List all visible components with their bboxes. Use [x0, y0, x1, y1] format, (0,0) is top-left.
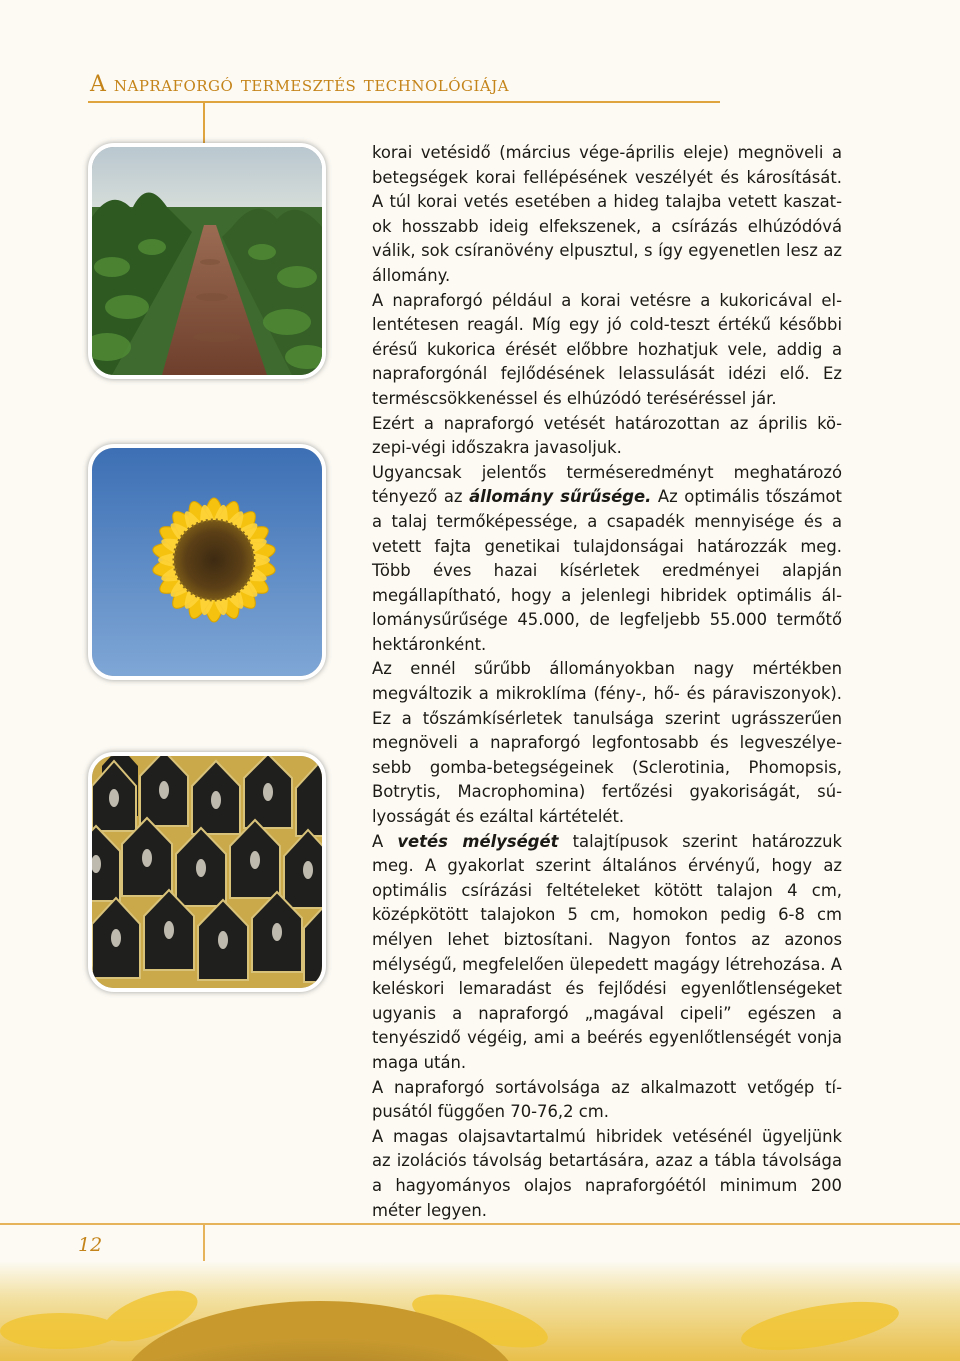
paragraph [372, 830, 842, 1076]
text-segment: A napraforgó például a korai vetésre a kukoricával ellentétesen reagál. Míg egy jó cold-teszt értékű későbbi érésű kukorica érését előbbre hozhatjuk vele, addig a napraforgónál fejlődésének lelassulását idézi elő. Ez terméscsökkenéssel és elhúzódó teréséréssel jár. [372, 290, 842, 408]
sunflower-seeds-photo [88, 752, 326, 992]
text-segment: korai vetésidő (március vége-április eleje) megnöveli a betegségek korai fellépésének veszélyét és károsítását. A túl korai vetés esetében a hideg talajba vetett kaszatok hosszabb ideig elfekszenek, a csírázás elhúzódóvá válik, sok csíranövény elpusztul, s így egyenetlen lesz az állomány. [372, 143, 842, 285]
body-text [372, 141, 842, 1223]
emphasized-term: vetés mélységét [397, 831, 559, 851]
emphasized-term: állomány sűrűsége. [469, 487, 652, 507]
paragraph [372, 289, 842, 412]
chapter-title: A napraforgó termesztés technológiája [90, 72, 510, 97]
sunflower-seeds-image [92, 756, 322, 988]
header-vertical-rule [203, 101, 205, 143]
sunflower-head-footer-image [0, 1261, 960, 1361]
text-segment: A magas olajsavtartalmú hibridek vetésénél ügyeljünk az izolációs távolság betartására, azaz a tábla távolsága a hagyományos olajos napraforgóétól minimum 200 méter legyen. [372, 1126, 842, 1220]
paragraph [372, 1125, 842, 1223]
text-segment: A napraforgó sortávolsága az alkalmazott vetőgép típusától függően 70-76,2 cm. [372, 1077, 842, 1122]
text-segment: talajtípusok szerint határozzuk meg. A gyakorlat szerint általános érvényű, hogy az optimális csírázási feltételeket kötött talajon 4 cm, középkötött talajokon 5 cm, homokon pedig 6-8 cm mélyen lehet biztosítani. Nagyon fontos az azonos mélységű, megfelelően ülepedett magágy létrehozása. A keléskori lemaradást és fejlődési egyenlőtlenségeket ugyanis a napraforgó „magával cipeli” egészen a tenyészidő végéig, ami a beérés egyenlőtlenségét vonja maga után. [372, 831, 842, 1072]
header-rule [88, 101, 720, 103]
paragraph [372, 412, 842, 461]
text-segment: Ezért a napraforgó vetését határozottan az április közepi-végi időszakra javasoljuk. [372, 413, 842, 458]
sunflower-bloom-image [92, 448, 322, 676]
paragraph [372, 1076, 842, 1125]
page-number: 12 [78, 1234, 103, 1256]
paragraph [372, 141, 842, 289]
text-segment: Az optimális tőszámot a talaj termőképessége, a csapadék mennyisége és a vetett fajta genetikai tulajdonságai határozzák meg. Több éves hazai kísérletek eredményei alapján megállapítható, hogy a jelenlegi hibridek optimális állománysűrűsége 45.000, de legfeljebb 55.000 termőtő hektáronként. [372, 487, 842, 654]
text-segment: Ugyancsak jelentős terméseredményt meghatározó tényező az [372, 462, 842, 507]
text-segment: A [372, 831, 398, 851]
sunflower-head-footer-photo [0, 1261, 960, 1361]
paragraph [372, 657, 842, 829]
sunflower-field-photo [88, 143, 326, 379]
paragraph [372, 461, 842, 658]
sunflower-field-image [92, 147, 322, 375]
sunflower-bloom-photo [88, 444, 326, 680]
footer-rule [0, 1223, 960, 1225]
text-segment: Az ennél sűrűbb állományokban nagy mértékben megváltozik a mikroklíma (fény-, hő- és páraviszonyok). Ez a tőszámkísérletek tanulsága szerint ugrásszerűen megnöveli a napraforgó legfontosabb és legveszélyesebb gomba-betegségeinek (Sclerotinia, Phomopsis, Botrytis, Macrophomina) fertőzési gyakoriságát, súlyosságát és ezáltal kártételét. [372, 659, 842, 827]
